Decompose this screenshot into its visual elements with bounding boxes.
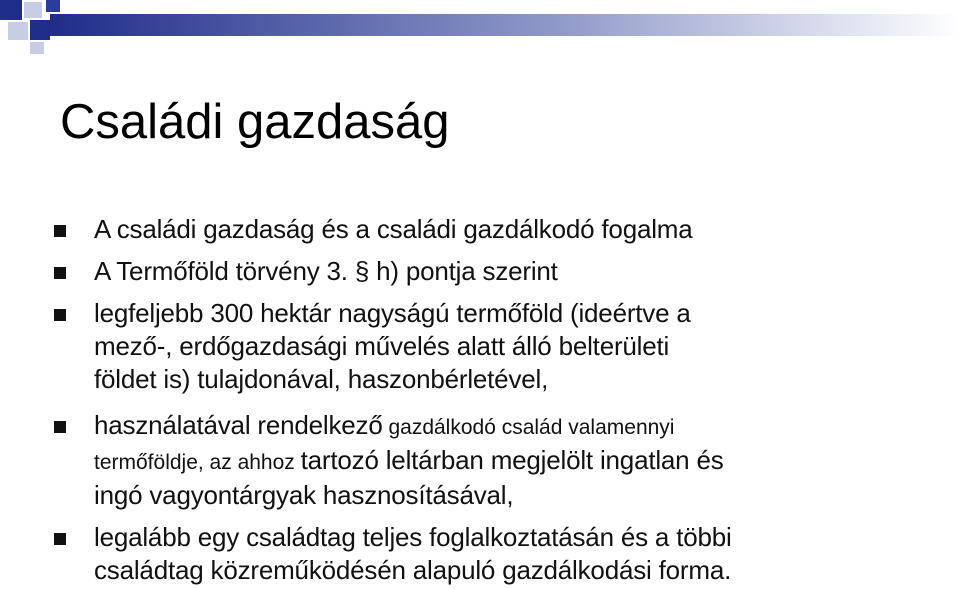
bullet-item <box>94 255 944 288</box>
bullet-text-line: családtag közreműködésén alapuló gazdálkodási forma. <box>94 555 732 585</box>
bullet-text-line <box>94 444 944 479</box>
bullet-item <box>94 297 944 396</box>
bullet-text: A családi gazdaság és a családi gazdálkodó fogalma <box>94 214 693 244</box>
square-bullet-icon <box>54 533 66 545</box>
slide-title: Családi gazdaság <box>60 95 450 149</box>
bullet-text-line: földet is) tulajdonával, haszonbérletével, <box>94 364 549 394</box>
decor-square <box>24 2 42 18</box>
bullet-item <box>94 409 944 512</box>
bullet-text-line: legfeljebb 300 hektár nagyságú termőföld (ideértve a <box>94 298 691 328</box>
square-bullet-icon <box>54 225 66 237</box>
header-gradient-band <box>50 14 960 36</box>
bullet-text-line: legalább egy családtag teljes foglalkoztatásán és a többi <box>94 522 732 552</box>
square-bullet-icon <box>54 421 66 433</box>
bullet-item <box>94 521 944 587</box>
decor-square <box>0 0 22 20</box>
header-decoration <box>0 0 960 60</box>
decor-square <box>30 42 44 54</box>
decor-square <box>46 0 60 12</box>
bullet-text-main: tartozó leltárban megjelölt ingatlan és <box>300 445 724 475</box>
bullet-text-line: ingó vagyontárgyak hasznosításával, <box>94 480 514 510</box>
bullet-text-line: mező-, erdőgazdasági művelés alatt álló belterületi <box>94 331 670 361</box>
bullet-item <box>94 213 944 246</box>
decor-square <box>30 20 50 40</box>
square-bullet-icon <box>54 309 66 321</box>
bullet-text-main: használatával rendelkező <box>94 410 383 440</box>
bullet-text-line <box>94 409 944 444</box>
decor-square <box>8 22 28 40</box>
square-bullet-icon <box>54 267 66 279</box>
bullet-text-small: gazdálkodó család valamennyi <box>382 416 675 439</box>
bullet-text: A Termőföld törvény 3. § h) pontja szerint <box>94 256 558 286</box>
bullet-text-small: termőföldje, az ahhoz <box>94 451 301 474</box>
